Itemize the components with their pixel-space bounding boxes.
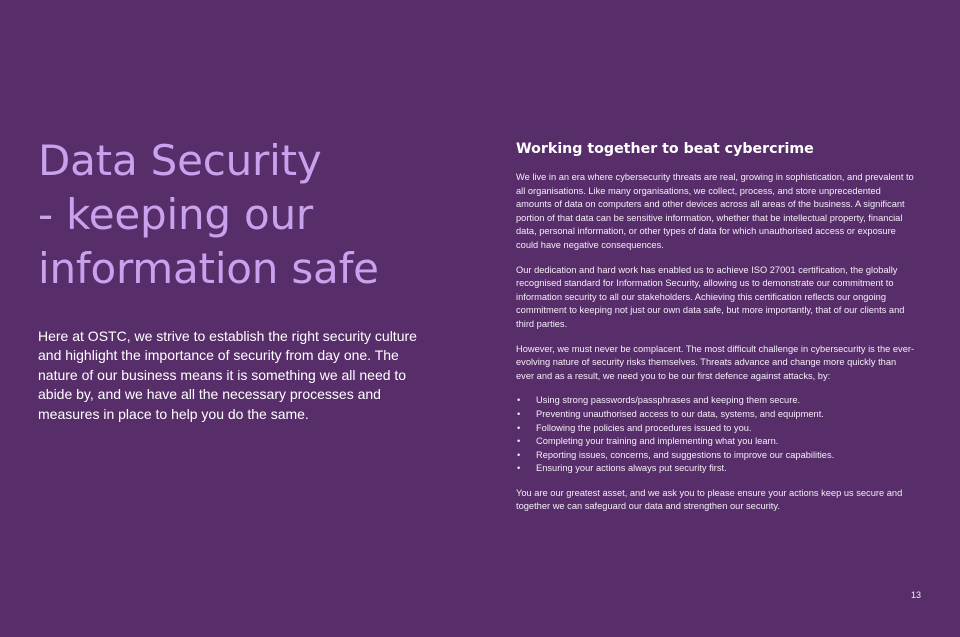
- bullet-icon: •: [517, 463, 521, 474]
- bullet-icon: •: [517, 422, 521, 433]
- bullet-icon: •: [517, 395, 521, 406]
- list-item: [516, 435, 916, 449]
- page-title-line-3: information safe: [38, 244, 379, 293]
- list-item: [516, 462, 916, 476]
- page-number: 13: [911, 590, 922, 600]
- left-column: [38, 134, 438, 424]
- list-item: [516, 422, 916, 436]
- list-item: [516, 394, 916, 408]
- list-item-text: Ensuring your actions always put security first.: [536, 463, 727, 474]
- defence-bullet-list: [516, 394, 916, 476]
- page-title-line-2: - keeping our: [38, 190, 313, 239]
- intro-paragraph: Here at OSTC, we strive to establish the right security culture and highlight the importance of security from day one. The nature of our business means it is something we all need to abide by, and we have all the necessary processes and measures in place to help you do the same.: [38, 328, 417, 422]
- list-item-text: Following the policies and procedures issued to you.: [536, 422, 752, 433]
- body-paragraph-2: Our dedication and hard work has enabled us to achieve ISO 27001 certification, the globally recognised standard for Information Security, allowing us to demonstrate our commitment to information security to all our stakeholders. Achieving this certification reflects our ongoing commitment to keeping not just our own data safe, but more importantly, that of our clients and third parties.: [516, 264, 905, 329]
- list-item: [516, 449, 916, 463]
- closing-paragraph: You are our greatest asset, and we ask you to please ensure your actions keep us secure and together we can safeguard our data and strengthen our security.: [516, 487, 903, 512]
- list-item-text: Reporting issues, concerns, and suggestions to improve our capabilities.: [536, 449, 835, 460]
- page-title-line-1: Data Security: [38, 136, 322, 185]
- list-item-text: Completing your training and implementing what you learn.: [536, 436, 779, 447]
- list-item: [516, 408, 916, 422]
- body-paragraph-1: We live in an era where cybersecurity threats are real, growing in sophistication, and prevalent to all organisations. Like many organisations, we collect, process, and store unprecedented amounts of data on computers and other devices across all areas of the business. A significant portion of that data can be sensitive information, whether that be intellectual property, financial data, personal information, or other types of data for which unauthorised access or exposure could have negative consequences.: [516, 172, 914, 250]
- section-heading: Working together to beat cybercrime: [516, 141, 814, 157]
- page-title: [38, 134, 438, 296]
- bullet-icon: •: [517, 449, 521, 460]
- list-item-text: Using strong passwords/passphrases and keeping them secure.: [536, 395, 801, 406]
- list-item-text: Preventing unauthorised access to our data, systems, and equipment.: [536, 408, 824, 419]
- bullet-icon: •: [517, 408, 521, 419]
- bullet-icon: •: [517, 436, 521, 447]
- right-column: [516, 138, 916, 525]
- body-paragraph-3: However, we must never be complacent. The most difficult challenge in cybersecurity is the ever-evolving nature of security risks themselves. Threats advance and change more quickly than ever and as a result, we need you to be our first defence against attacks, by:: [516, 343, 915, 381]
